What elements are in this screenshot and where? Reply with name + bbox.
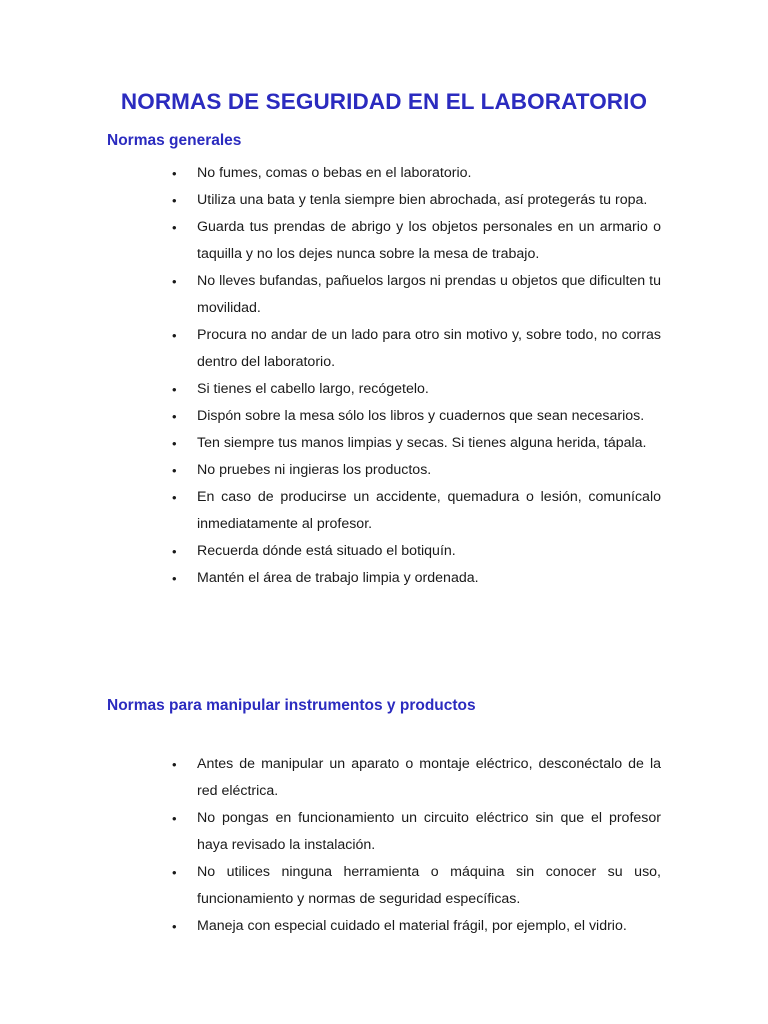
list-item [0, 805, 661, 859]
list-item [0, 322, 661, 376]
bullet-icon: • [172, 166, 177, 181]
list-item-text: Utiliza una bata y tenla siempre bien abrochada, así protegerás tu ropa. [197, 192, 648, 208]
list-item [0, 403, 661, 430]
list-item-text: En caso de producirse un accidente, quemadura o lesión, comunícalo inmediatamente al profesor. [197, 489, 661, 532]
list-item-text: Guarda tus prendas de abrigo y los objetos personales en un armario o taquilla y no los dejes nunca sobre la mesa de trabajo. [197, 219, 661, 262]
bullet-icon: • [172, 757, 177, 772]
list-item [0, 859, 661, 913]
list-item-text: Mantén el área de trabajo limpia y ordenada. [197, 570, 479, 586]
list-item [0, 268, 661, 322]
list-item [0, 913, 661, 940]
general-rules-list [0, 160, 768, 592]
bullet-icon: • [172, 811, 177, 826]
bullet-icon: • [172, 919, 177, 934]
section-heading-general: Normas generales [107, 132, 242, 149]
list-item [0, 214, 661, 268]
bullet-icon: • [172, 220, 177, 235]
bullet-icon: • [172, 382, 177, 397]
bullet-icon: • [172, 436, 177, 451]
list-item-text: No utilices ninguna herramienta o máquina sin conocer su uso, funcionamiento y normas de seguridad específicas. [197, 864, 661, 907]
bullet-icon: • [172, 544, 177, 559]
bullet-icon: • [172, 463, 177, 478]
bullet-icon: • [172, 865, 177, 880]
list-item-text: Dispón sobre la mesa sólo los libros y cuadernos que sean necesarios. [197, 408, 645, 424]
section-heading-instruments: Normas para manipular instrumentos y productos [107, 697, 476, 714]
list-item-text: Procura no andar de un lado para otro sin motivo y, sobre todo, no corras dentro del laboratorio. [197, 327, 661, 370]
list-item [0, 538, 661, 565]
list-item-text: No lleves bufandas, pañuelos largos ni prendas u objetos que dificulten tu movilidad. [197, 273, 661, 316]
instrument-rules-list [0, 751, 768, 940]
list-item-text: Si tienes el cabello largo, recógetelo. [197, 381, 429, 397]
list-item [0, 565, 661, 592]
list-item [0, 187, 661, 214]
list-item-text: No pruebes ni ingieras los productos. [197, 462, 432, 478]
bullet-icon: • [172, 409, 177, 424]
document-title: NORMAS DE SEGURIDAD EN EL LABORATORIO [120, 89, 648, 114]
bullet-icon: • [172, 193, 177, 208]
list-item-text: Antes de manipular un aparato o montaje eléctrico, desconéctalo de la red eléctrica. [197, 756, 661, 799]
bullet-icon: • [172, 571, 177, 586]
bullet-icon: • [172, 490, 177, 505]
list-item [0, 484, 661, 538]
list-item [0, 457, 661, 484]
list-item [0, 430, 661, 457]
list-item-text: Ten siempre tus manos limpias y secas. Si tienes alguna herida, tápala. [197, 435, 647, 451]
list-item-text: No fumes, comas o bebas en el laboratorio. [197, 165, 472, 181]
bullet-icon: • [172, 274, 177, 289]
list-item-text: Maneja con especial cuidado el material frágil, por ejemplo, el vidrio. [197, 918, 627, 934]
list-item-text: Recuerda dónde está situado el botiquín. [197, 543, 456, 559]
list-item [0, 376, 661, 403]
list-item-text: No pongas en funcionamiento un circuito eléctrico sin que el profesor haya revisado la instalación. [197, 810, 661, 853]
list-item [0, 160, 661, 187]
list-item [0, 751, 661, 805]
bullet-icon: • [172, 328, 177, 343]
